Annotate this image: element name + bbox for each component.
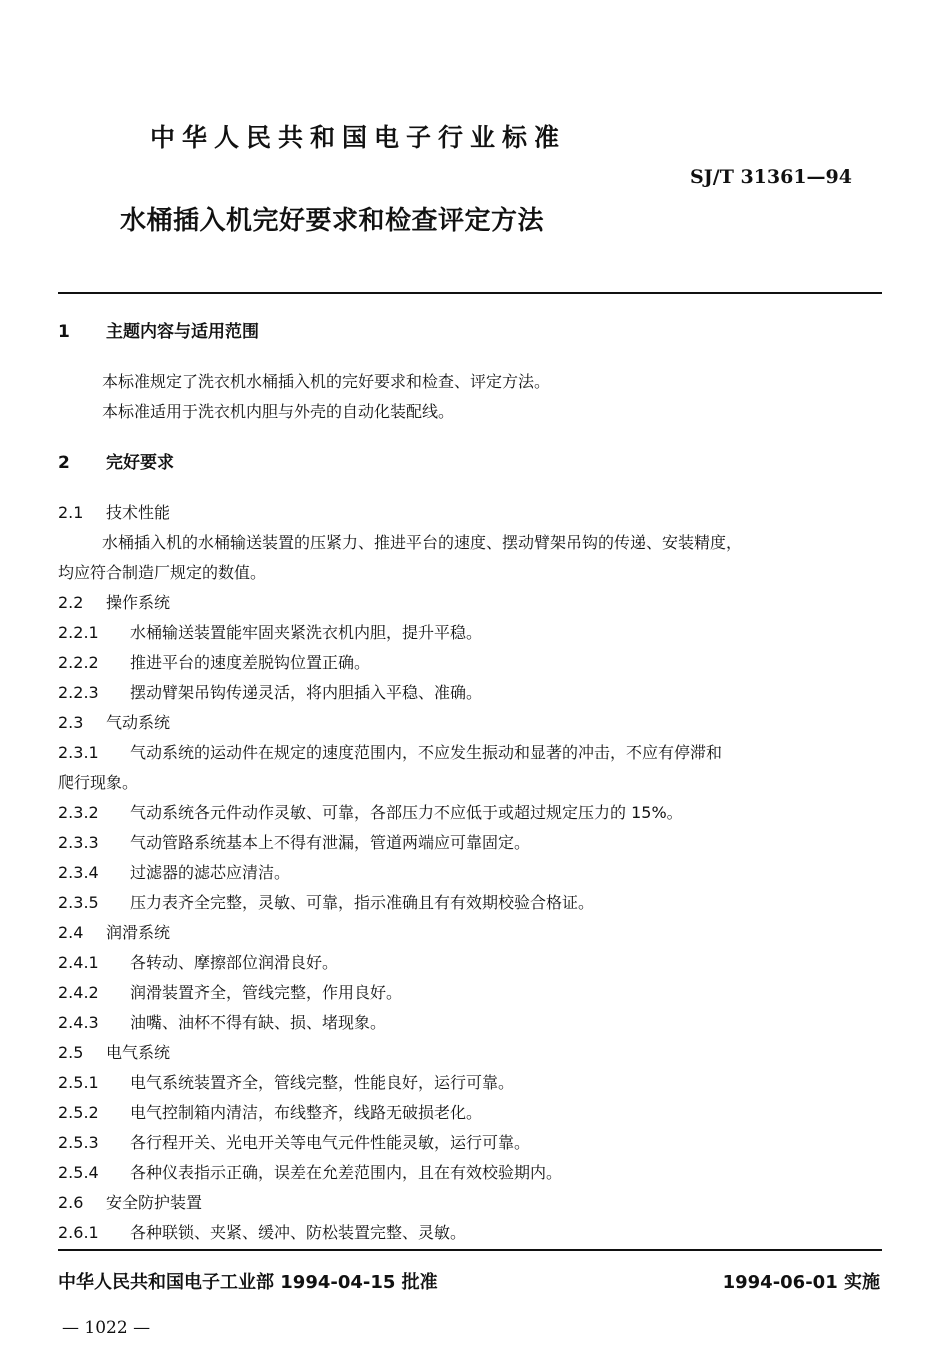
clause-continuation: 爬行现象。: [58, 773, 139, 792]
clause: 2.4.2 润滑装置齐全，管线完整，作用良好。: [58, 983, 403, 1002]
clause: 2.5.3 各行程开关、光电开关等电气元件性能灵敏，运行可靠。: [58, 1133, 531, 1152]
clause: 2.5.1 电气系统装置齐全，管线完整，性能良好，运行可靠。: [58, 1073, 515, 1092]
paragraph: 水桶插入机的水桶输送装置的压紧力、推进平台的速度、摆动臂架吊钩的传递、安装精度，: [102, 533, 743, 552]
document-title: 水桶插入机完好要求和检查评定方法: [120, 206, 545, 236]
issuing-body-header: 中华人民共和国电子行业标准: [150, 123, 567, 152]
clause: 2.2.1 水桶输送装置能牢固夹紧洗衣机内胆，提升平稳。: [58, 623, 483, 642]
standard-code: SJ/T 31361—94: [690, 166, 852, 188]
subsection-heading: 2.2 操作系统: [58, 593, 171, 612]
header-divider: [58, 292, 882, 294]
clause: 2.3.1 气动系统的运动件在规定的速度范围内，不应发生振动和显著的冲击，不应有停滞和: [58, 743, 723, 762]
approval-info: 中华人民共和国电子工业部 1994-04-15 批准: [58, 1272, 438, 1293]
subsection-heading: 2.4 润滑系统: [58, 923, 171, 942]
subsection-heading: 2.1 技术性能: [58, 503, 171, 522]
section-title: 主题内容与适用范围: [106, 322, 259, 342]
subsection-heading: 2.5 电气系统: [58, 1043, 171, 1062]
clause: 2.4.3 油嘴、油杯不得有缺、损、堵现象。: [58, 1013, 387, 1032]
clause: 2.2.2 推进平台的速度差脱钩位置正确。: [58, 653, 371, 672]
section-2-heading: [58, 447, 882, 480]
clause: 2.3.4 过滤器的滤芯应清洁。: [58, 863, 291, 882]
paragraph-continuation: 均应符合制造厂规定的数值。: [58, 563, 267, 582]
clause: 2.3.5 压力表齐全完整，灵敏、可靠，指示准确且有有效期校验合格证。: [58, 893, 595, 912]
footer-divider: [58, 1249, 882, 1251]
subsection-heading: 2.3 气动系统: [58, 713, 171, 732]
document-body: [58, 316, 882, 1248]
section-1-heading: [58, 316, 882, 349]
clause: 2.6.1 各种联锁、夹紧、缓冲、防松装置完整、灵敏。: [58, 1223, 467, 1242]
clause: 2.5.4 各种仪表指示正确，误差在允差范围内，且在有效校验期内。: [58, 1163, 563, 1182]
effective-date: 1994-06-01 实施: [722, 1272, 880, 1293]
paragraph: 本标准规定了洗衣机水桶插入机的完好要求和检查、评定方法。: [102, 372, 551, 391]
section-number: 2: [58, 453, 70, 473]
section-number: 1: [58, 322, 70, 342]
clause: 2.4.1 各转动、摩擦部位润滑良好。: [58, 953, 339, 972]
clause: 2.3.2 气动系统各元件动作灵敏、可靠，各部压力不应低于或超过规定压力的 15%。: [58, 803, 683, 822]
clause: 2.5.2 电气控制箱内清洁，布线整齐，线路无破损老化。: [58, 1103, 483, 1122]
subsection-heading: 2.6 安全防护装置: [58, 1193, 203, 1212]
paragraph: 本标准适用于洗衣机内胆与外壳的自动化装配线。: [102, 402, 455, 421]
section-title: 完好要求: [106, 453, 174, 473]
clause: 2.3.3 气动管路系统基本上不得有泄漏，管道两端应可靠固定。: [58, 833, 531, 852]
clause: 2.2.3 摆动臂架吊钩传递灵活，将内胆插入平稳、准确。: [58, 683, 483, 702]
page-number: — 1022 —: [62, 1318, 151, 1338]
